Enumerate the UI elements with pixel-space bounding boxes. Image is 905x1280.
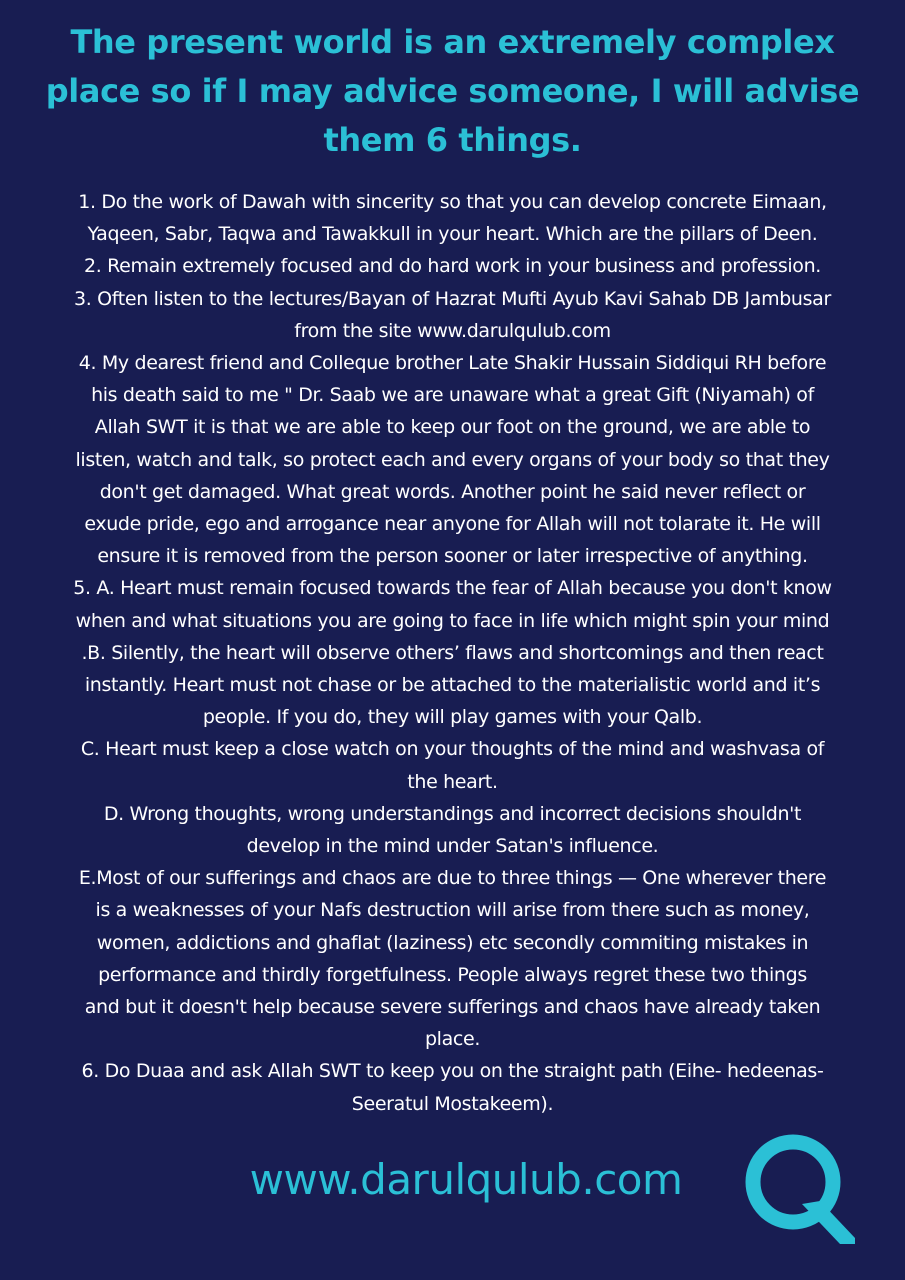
body-line: ensure it is removed from the person sooner or later irrespective of anything. bbox=[97, 545, 808, 568]
body-line: place. bbox=[424, 1028, 481, 1051]
body-line: 3. Often listen to the lectures/Bayan of Hazrat Mufti Ayub Kavi Sahab DB Jambusar bbox=[74, 287, 831, 310]
body-line: E.Most of our sufferings and chaos are due to three things — One wherever there bbox=[78, 867, 827, 890]
body-line: 2. Remain extremely focused and do hard work in your business and profession. bbox=[84, 255, 821, 278]
body-line: people. If you do, they will play games with your Qalb. bbox=[202, 706, 703, 729]
body-line: .B. Silently, the heart will observe others’ flaws and shortcomings and then react bbox=[81, 641, 824, 664]
body-line: develop in the mind under Satan's influence. bbox=[246, 835, 659, 858]
q-letter-logo-icon bbox=[742, 1128, 857, 1248]
body-line: is a weaknesses of your Nafs destruction will arise from there such as money, bbox=[95, 899, 810, 922]
body-line: Seeratul Mostakeem). bbox=[351, 1092, 554, 1115]
body-line: C. Heart must keep a close watch on your thoughts of the mind and washvasa of bbox=[80, 738, 825, 761]
body-line: exude pride, ego and arrogance near anyone for Allah will not tolarate it. He will bbox=[84, 513, 821, 536]
body-line: 4. My dearest friend and Colleque brother Late Shakir Hussain Siddiqui RH before bbox=[78, 352, 827, 375]
body-line: listen, watch and talk, so protect each and every organs of your body so that they bbox=[75, 448, 830, 471]
body-line: instantly. Heart must not chase or be attached to the materialistic world and it’s bbox=[84, 674, 821, 697]
body-line: and but it doesn't help because severe sufferings and chaos have already taken bbox=[84, 996, 821, 1019]
body-line: 6. Do Duaa and ask Allah SWT to keep you on the straight path (Eihe- hedeenas- bbox=[81, 1060, 824, 1083]
poster-title: The present world is an extremely complex place so if I may advice someone, I will advise them 6 things. bbox=[45, 23, 860, 159]
body-line: the heart. bbox=[407, 770, 498, 793]
body-line: when and what situations you are going to face in life which might spin your mind bbox=[75, 609, 830, 632]
body-line: D. Wrong thoughts, wrong understandings and incorrect decisions shouldn't bbox=[103, 802, 802, 825]
body-line: Allah SWT it is that we are able to keep our foot on the ground, we are able to bbox=[94, 416, 811, 439]
advice-body bbox=[22, 186, 883, 1120]
body-line: Yaqeen, Sabr, Taqwa and Tawakkull in your heart. Which are the pillars of Deen. bbox=[87, 223, 818, 246]
body-line: women, addictions and ghaflat (laziness) etc secondly commiting mistakes in bbox=[96, 931, 809, 954]
website-url: www.darulqulub.com bbox=[249, 1155, 683, 1204]
body-line: don't get damaged. What great words. Another point he said never reflect or bbox=[99, 480, 806, 503]
body-line: his death said to me " Dr. Saab we are unaware what a great Gift (Niyamah) of bbox=[91, 384, 814, 407]
body-line: 5. A. Heart must remain focused towards the fear of Allah because you don't know bbox=[73, 577, 832, 600]
body-line: 1. Do the work of Dawah with sincerity so that you can develop concrete Eimaan, bbox=[78, 191, 827, 213]
body-line: performance and thirdly forgetfulness. People always regret these two things bbox=[98, 963, 807, 986]
body-line: from the site www.darulqulub.com bbox=[294, 319, 611, 342]
